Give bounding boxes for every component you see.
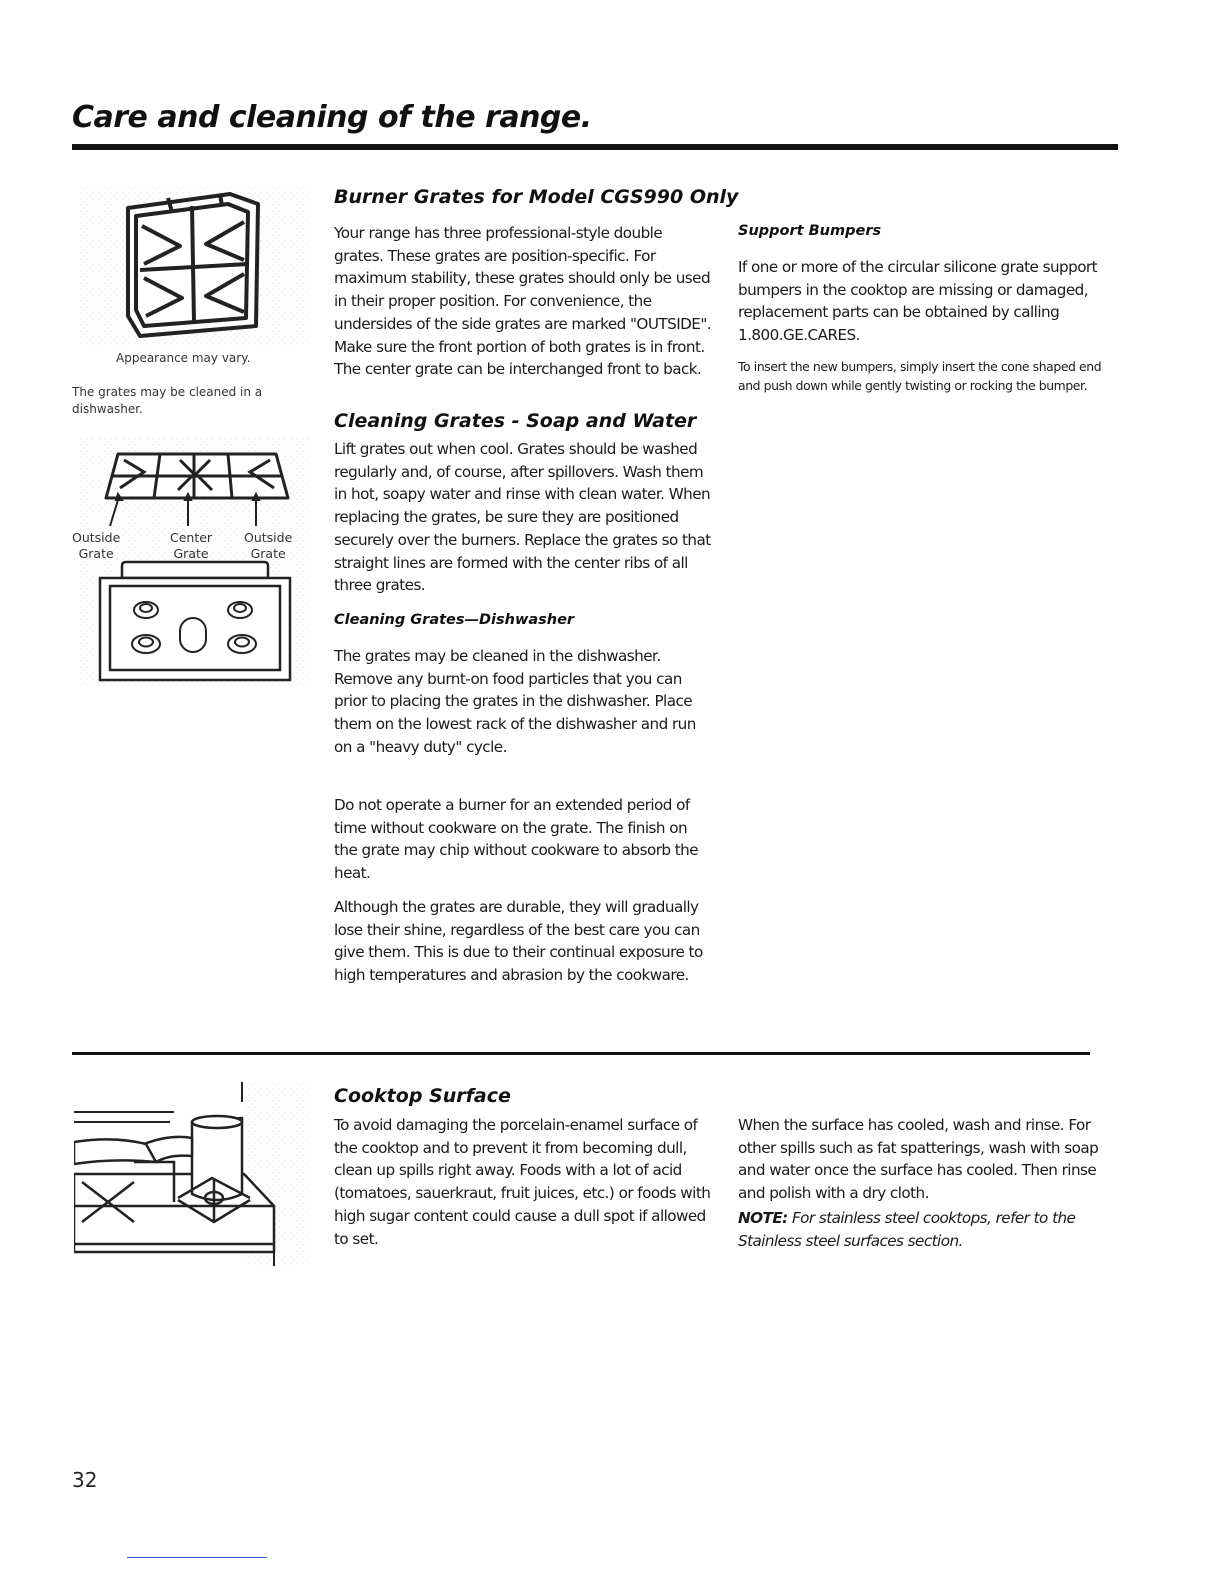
grate-illustration [80, 186, 310, 346]
range-grates-illustration [72, 438, 310, 686]
outside-left-label [72, 530, 120, 562]
burner-grates-body: Your range has three professional-style double grates. These grates are position-specific. For maximum stability, these grates should only be used in their proper position. For convenience, the undersides of the side grates are marked "OUTSIDE". Make sure the front portion of both grates is in front. The center grate can be interchanged front to back. [334, 224, 712, 379]
outside-right-text: Outside [244, 530, 293, 545]
cleaning-dishwasher-heading: Cleaning Grates—Dishwasher [334, 612, 575, 628]
title-rule [72, 144, 1118, 150]
support-bumpers-small: To insert the new bumpers, simply insert the cone shaped end and push down while gently twisting or rocking the bumper. [738, 359, 1102, 393]
outside-left-text: Outside [72, 530, 121, 545]
dishwasher-caption: The grates may be cleaned in a dishwasher. [72, 385, 263, 416]
support-bumpers-body: If one or more of the circular silicone grate support bumpers in the cooktop are missing or damaged, replacement parts can be obtained by calling 1.800.GE.CARES. [738, 258, 1098, 345]
cooktop-surface-left-body: To avoid damaging the porcelain-enamel surface of the cooktop and to prevent it from becoming dull, clean up spills right away. Foods with a lot of acid (tomatoes, sauerkraut, fruit juices, etc.) or foods with high sugar content could cause a dull spot if allowed to set. [334, 1116, 711, 1248]
support-bumpers-heading: Support Bumpers [738, 223, 882, 239]
grate-caption: Appearance may vary. [116, 351, 251, 365]
note-text: For stainless steel cooktops, refer to the Stainless steel surfaces section. [738, 1209, 1076, 1250]
cleaning-dishwasher-p1: The grates may be cleaned in the dishwasher. Remove any burnt-on food particles that you can prior to placing the grates in the dishwasher. Place them on the lowest rack of the dishwasher and run on a "heavy duty" cycle. [334, 647, 696, 756]
cleaning-dishwasher-p2: Do not operate a burner for an extended period of time without cookware on the grate. The finish on the grate may chip without cookware to absorb the heat. [334, 796, 699, 883]
grate-center-text: Grate [173, 546, 209, 561]
grate-left-text: Grate [78, 546, 114, 561]
bottom-mark [127, 1557, 267, 1558]
section-rule [72, 1052, 1090, 1055]
cooktop-pot-illustration [74, 1082, 310, 1266]
grate-right-text: Grate [250, 546, 286, 561]
burner-grates-heading: Burner Grates for Model CGS990 Only [334, 186, 739, 208]
cooktop-surface-note [738, 1207, 1118, 1252]
center-text: Center [170, 530, 213, 545]
cleaning-dishwasher-p3: Although the grates are durable, they will gradually lose their shine, regardless of the best care you can give them. This is due to their continual exposure to high temperatures and abrasion by the cookware. [334, 898, 703, 985]
outside-right-label [244, 530, 292, 562]
cooktop-surface-right-body: When the surface has cooled, wash and rinse. For other spills such as fat spatterings, wash with soap and water once the surface has cooled. Then rinse and polish with a dry cloth. [738, 1116, 1099, 1203]
page-title: Care and cleaning of the range. [72, 100, 592, 135]
center-label [170, 530, 212, 562]
note-label: NOTE: [738, 1209, 788, 1227]
page-number: 32 [72, 1468, 98, 1492]
cooktop-surface-heading: Cooktop Surface [334, 1085, 511, 1107]
cleaning-soap-body: Lift grates out when cool. Grates should be washed regularly and, of course, after spillovers. Wash them in hot, soapy water and rinse with clean water. When replacing the grates, be sure they are positioned securely over the burners. Replace the grates so that straight lines are formed with the center ribs of all three grates. [334, 440, 711, 595]
cleaning-soap-heading: Cleaning Grates - Soap and Water [334, 410, 697, 432]
